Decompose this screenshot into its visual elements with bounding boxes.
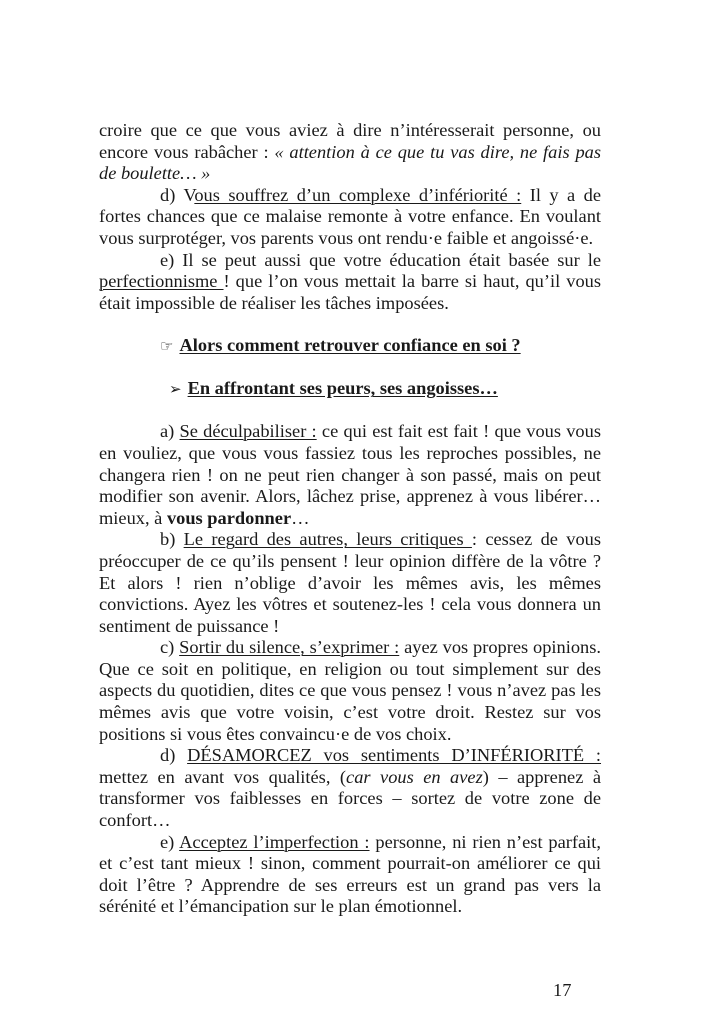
spacer (99, 400, 601, 421)
item-b-paragraph (99, 529, 601, 637)
item-c-body: ayez vos propres opinions. Que ce soit en politique, en religion ou tout simplement sur des aspects du quotidien, dites ce que vous pensez ! vous n’avez pas les mêmes avis que votre voisin, c’est votre droit. Restez sur vos positions si vous êtes convaincu·e de vos choix. (99, 637, 601, 744)
item-d-body-after: ) – apprenez à transformer vos faiblesses en forces – sortez de votre zone de confort… (99, 766, 601, 831)
subsection-heading (99, 378, 601, 400)
subsection-heading-title: En affrontant ses peurs, ses angoisses… (187, 378, 498, 399)
item-a-prefix: a) (160, 421, 180, 442)
item-c-title: Sortir du silence, s’exprimer : (179, 637, 400, 658)
item-d-body-before: mettez en avant vos qualités, ( (99, 766, 347, 787)
item-d-italic: car vous en avez (346, 766, 483, 787)
intro-text: croire que ce que vous aviez à dire n’intéresserait personne, ou encore vous rabâcher : (99, 120, 601, 162)
item-b-title: Le regard des autres, leurs critiques (183, 529, 472, 550)
section-heading-title: Alors comment retrouver confiance en soi ? (179, 335, 521, 356)
item-a-tail: … (291, 507, 310, 528)
item-d-prefix: d) (160, 745, 188, 766)
item-d-paragraph (99, 745, 601, 831)
document-page (99, 120, 601, 918)
intro-paragraph (99, 120, 601, 185)
pointing-hand-icon: ☞ (160, 339, 174, 356)
arrowhead-bullet-icon: ➢ (169, 382, 182, 399)
cause-d-prefix: d) V (160, 184, 195, 205)
cause-d-title: ous souffrez d’un complexe d’infériorité : (194, 184, 522, 205)
cause-d-paragraph (99, 185, 601, 250)
item-e-prefix: e) (160, 831, 180, 852)
cause-e-paragraph (99, 250, 601, 315)
cause-e-body: ! que l’on vous mettait la barre si haut, qu’il vous était impossible de réaliser les tâches imposées. (99, 271, 601, 313)
intro-quote: « attention à ce que tu vas dire, ne fais pas de boulette… » (99, 141, 601, 184)
item-a-body: ce qui est fait est fait ! que vous vous en vouliez, que vous vous fassiez tous les reproches possibles, ne changera rien ! on ne peut rien changer à son passé, mais on peut modifier son avenir. Alors, lâchez prise, apprenez à vous libérer… mieux, à (99, 421, 601, 528)
section-heading (99, 335, 601, 357)
cause-e-title: perfectionnisme (99, 271, 224, 292)
item-e-body: personne, ni rien n’est parfait, et c’est tant mieux ! sinon, comment pourrait-on améliorer ce qui doit l’être ? Apprendre de ses erreurs est un grand pas vers la sérénité et l’émancipation sur le plan émotionnel. (99, 831, 601, 917)
cause-e-prefix: e) Il se peut aussi que votre éducation était basée sur le (160, 249, 601, 270)
item-a-bold: vous pardonner (166, 507, 292, 528)
page-number: 17 (553, 980, 572, 1000)
cause-d-body: Il y a de fortes chances que ce malaise remonte à votre enfance. En voulant vous surprotéger, vos parents vous ont rendu·e faible et angoissé·e. (99, 184, 602, 248)
item-a-title: Se déculpabiliser : (179, 421, 317, 442)
item-d-title: DÉSAMORCEZ vos sentiments D’INFÉRIORITÉ : (187, 745, 602, 766)
item-b-prefix: b) (160, 529, 184, 550)
item-c-prefix: c) (160, 637, 180, 658)
item-b-body: : cessez de vous préoccuper de ce qu’ils pensent ! leur opinion diffère de la vôtre ? Et alors ! rien n’oblige d’avoir les mêmes avis, les mêmes convictions. Ayez les vôtres et soutenez-les ! cela vous donnera un sentiment de puissance ! (99, 529, 602, 636)
item-c-paragraph (99, 637, 601, 745)
item-e-paragraph (99, 832, 601, 918)
item-a-paragraph (99, 421, 601, 529)
item-e-title: Acceptez l’imperfection : (179, 831, 370, 852)
